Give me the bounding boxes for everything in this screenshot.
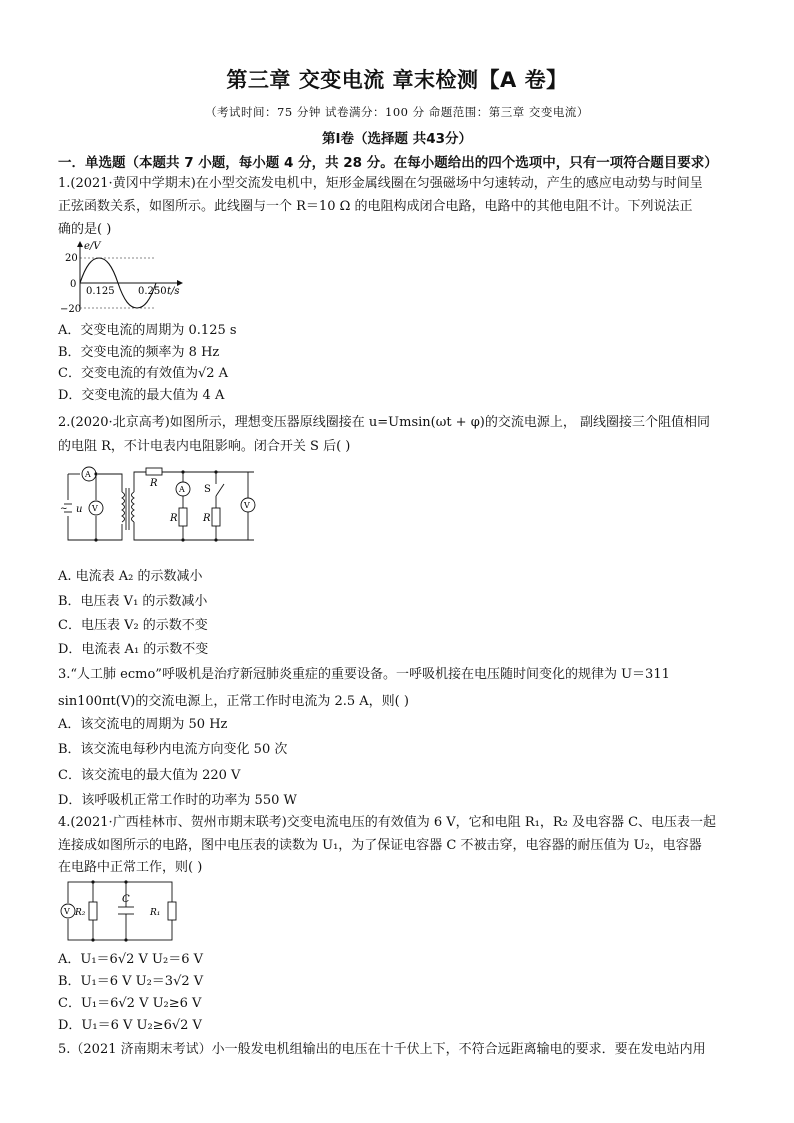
svg-text:A: A bbox=[85, 470, 91, 479]
y-tick-neg20: −20 bbox=[60, 304, 82, 314]
q3-option-d: D．该呼吸机正常工作时的功率为 550 W bbox=[58, 793, 297, 808]
q4-option-b: B．U₁＝6 V U₂＝3√2 V bbox=[58, 974, 204, 989]
q1-option-d: D．交变电流的最大值为 4 A bbox=[58, 388, 225, 403]
c-label: C bbox=[122, 894, 130, 905]
q2-line2: 的电阻 R，不计电表内电阻影响。闭合开关 S 后( ) bbox=[58, 439, 351, 454]
q2-option-d: D．电流表 A₁ 的示数不变 bbox=[58, 642, 209, 657]
section-heading: 一．单选题（本题共 7 小题，每小题 4 分，共 28 分。在每小题给出的四个选项中，只有一项符合题目要求） bbox=[58, 155, 718, 171]
q5-line1: 5.（2021 济南期末考试）小一般发电机组输出的电压在十千伏上下，不符合远距离输电的要求．要在发电站内用 bbox=[58, 1042, 706, 1057]
q2-line1: 2.(2020·北京高考)如图所示，理想变压器原线圈接在 u=Umsin(ωt + φ)的交流电源上， 副线圈接三个阻值相同 bbox=[58, 415, 711, 430]
page-title: 第三章 交变电流 章末检测【A 卷】 bbox=[226, 68, 568, 92]
voltmeter-label: V bbox=[64, 907, 70, 916]
q1-option-c: C．交变电流的有效值为√2 A bbox=[58, 366, 229, 381]
branch-resistor-1 bbox=[179, 508, 187, 526]
part-heading: 第Ⅰ卷（选择题 共43分） bbox=[321, 131, 472, 147]
q1-option-b: B．交变电流的频率为 8 Hz bbox=[58, 345, 220, 360]
q4-line1: 4.(2021·广西桂林市、贺州市期末联考)交变电流电压的有效值为 6 V，它和电阻 R₁，R₂ 及电容器 C、电压表一起 bbox=[58, 815, 717, 830]
q4-line3: 在电路中正常工作，则( ) bbox=[58, 860, 203, 875]
y-tick-0: 0 bbox=[70, 279, 77, 290]
q4-rc-circuit bbox=[58, 878, 184, 944]
switch-label: S bbox=[204, 484, 211, 495]
q1-line2: 正弦函数关系，如图所示。此线圈与一个 R＝10 Ω 的电阻构成闭合电路，电路中的其他电阻不计。下列说法正 bbox=[58, 199, 693, 214]
r2-label: R₂ bbox=[75, 908, 86, 918]
switch-s bbox=[216, 484, 224, 496]
q4-line2: 连接成如图所示的电路，图中电压表的读数为 U₁，为了保证电容器 C 不被击穿，电容器的耐压值为 U₂，电容器 bbox=[58, 838, 702, 853]
y-axis-label: e/V bbox=[84, 241, 101, 252]
svg-text:V: V bbox=[92, 504, 98, 513]
q3-option-c: C．该交流电的最大值为 220 V bbox=[58, 768, 241, 783]
q1-line1: 1.(2021·黄冈中学期末)在小型交流发电机中，矩形金属线圈在匀强磁场中匀速转动，产生的感应电动势与时间呈 bbox=[58, 176, 703, 191]
q1-line3: 确的是( ) bbox=[58, 222, 112, 237]
q1-sine-graph bbox=[56, 238, 186, 314]
source-tilde: ~ bbox=[60, 504, 68, 514]
q1-option-a: A．交变电流的周期为 0.125 s bbox=[58, 323, 237, 338]
x-axis-label: t/s bbox=[167, 286, 180, 297]
q4-option-a: A．U₁＝6√2 V U₂＝6 V bbox=[58, 952, 203, 967]
y-tick-20: 20 bbox=[65, 253, 78, 264]
series-resistor bbox=[146, 468, 162, 475]
q3-option-a: A．该交流电的周期为 50 Hz bbox=[58, 717, 228, 732]
q3-line2: sin100πt(V)的交流电源上，正常工作时电流为 2.5 A，则( ) bbox=[58, 694, 409, 709]
branch-resistor-2 bbox=[212, 508, 220, 526]
q2-option-a: A. 电流表 A₂ 的示数减小 bbox=[58, 569, 203, 584]
svg-text:A: A bbox=[179, 485, 185, 494]
source-u-label: u bbox=[76, 504, 83, 515]
x-tick-0125: 0.125 bbox=[86, 286, 115, 297]
series-r-label: R bbox=[150, 478, 158, 489]
q4-option-c: C．U₁＝6√2 V U₂≥6 V bbox=[58, 996, 202, 1011]
r1-label: R₁ bbox=[150, 908, 161, 918]
q3-line1: 3.“人工肺 ecmo”呼吸机是治疗新冠肺炎重症的重要设备。一呼吸机接在电压随时间变化的规律为 U＝311 bbox=[58, 667, 670, 682]
exam-info: （考试时间：75 分钟 试卷满分：100 分 命题范围：第三章 交变电流） bbox=[205, 105, 589, 119]
branch-r1-label: R bbox=[170, 513, 178, 524]
x-tick-0250: 0.250 bbox=[138, 286, 167, 297]
resistor-r2 bbox=[89, 902, 97, 920]
q2-option-b: B．电压表 V₁ 的示数减小 bbox=[58, 594, 208, 609]
branch-r2-label: R bbox=[203, 513, 211, 524]
q2-option-c: C．电压表 V₂ 的示数不变 bbox=[58, 618, 208, 633]
q4-option-d: D．U₁＝6 V U₂≥6√2 V bbox=[58, 1018, 202, 1033]
q2-transformer-circuit bbox=[58, 460, 268, 546]
q3-option-b: B．该交流电每秒内电流方向变化 50 次 bbox=[58, 742, 288, 757]
svg-text:V: V bbox=[244, 501, 250, 510]
